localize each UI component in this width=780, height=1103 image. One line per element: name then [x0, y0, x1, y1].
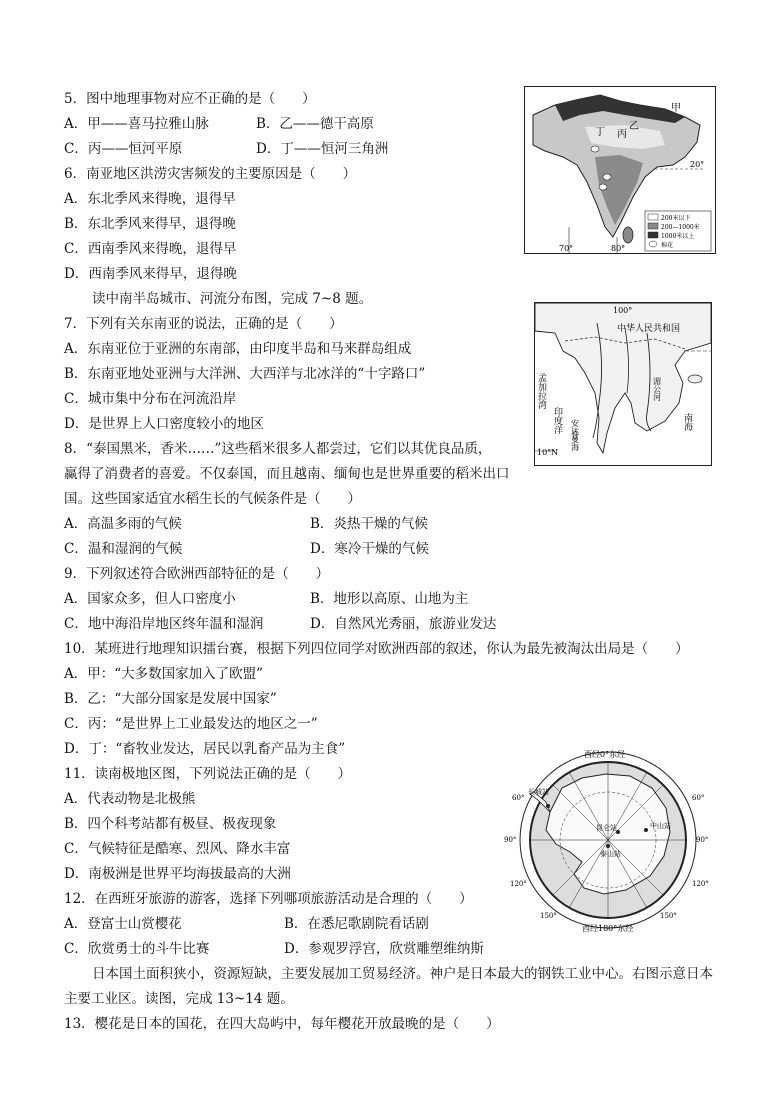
q9-option-d: D．自然风光秀丽，旅游业发达 [310, 616, 497, 632]
label-top-meridian: 西经0°东经 [584, 750, 626, 759]
q5-option-a: A．甲——喜马拉雅山脉 [64, 116, 209, 132]
q10-stem: 10．某班进行地理知识擂台赛，根据下列四位同学对欧洲西部的叙述，你认为最先被淘汰出局是（ ） [64, 641, 689, 657]
q7-option-c: C．城市集中分布在河流沿岸 [64, 391, 237, 407]
q6-option-c: C．西南季风来得晚，退得早 [64, 241, 237, 257]
q12-option-c: C．欣赏勇士的斗牛比赛 [64, 941, 210, 957]
legend-4: 棉花 [661, 242, 674, 249]
station-changcheng: 长城站 [528, 788, 549, 796]
tick-w150: 150° [540, 912, 557, 920]
q8-option-a: A．高温多雨的气候 [64, 516, 182, 532]
tick-e120: 120° [692, 880, 709, 888]
q5-option-c: C．丙——恒河平原 [64, 141, 183, 157]
q9-option-c: C．地中海沿岸地区终年温和湿润 [64, 616, 264, 632]
q8-stem-line2: 赢得了消费者的喜爱。不仅泰国，而且越南、缅甸也是世界重要的稻米出口 [64, 466, 510, 482]
tick-lat20: 20° [690, 160, 705, 169]
q9-option-a: A．国家众多，但人口密度小 [64, 591, 236, 607]
q7-option-d: D．是世界上人口密度较小的地区 [64, 416, 264, 432]
tick-lon100: 100° [613, 306, 633, 315]
q8-option-d: D．寒冷干燥的气候 [310, 541, 429, 557]
q10-option-d: D．丁：“畜牧业发达，居民以乳畜产品为主食” [64, 741, 346, 757]
q8-option-b: B．炎热干燥的气候 [310, 516, 428, 532]
station-zhongshan: 中山站 [650, 822, 671, 830]
q7-stem: 7．下列有关东南亚的说法，正确的是（ ） [64, 316, 343, 332]
label-bing: 丙 [617, 129, 627, 140]
q11-stem: 11．读南极地区图，下列说法正确的是（ ） [64, 766, 352, 782]
intro-7-8: 读中南半岛城市、河流分布图，完成 7~8 题。 [92, 291, 373, 307]
tick-lon70: 70° [559, 244, 574, 253]
q12-stem: 12．在西班牙旅游的游客，选择下列哪项旅游活动是合理的（ ） [64, 891, 473, 907]
tick-e150: 150° [660, 912, 677, 920]
label-andaman: 安达曼海 [570, 419, 580, 451]
tick-w120: 120° [510, 880, 527, 888]
q5-option-b: B．乙——德干高原 [256, 116, 374, 132]
q8-option-c: C．温和湿润的气候 [64, 541, 183, 557]
q12-option-b: B．在悉尼歌剧院看话剧 [284, 916, 429, 932]
legend-1: 200米以下 [661, 215, 691, 222]
label-bay: 孟加拉湾 [536, 373, 546, 409]
tick-e60: 60° [692, 794, 705, 802]
q5-option-d: D．丁——恒河三角洲 [256, 141, 389, 157]
q12-option-a: A．登富士山赏樱花 [64, 916, 182, 932]
legend-2: 200—1000米 [661, 224, 700, 231]
q10-option-c: C．丙：“是世界上工业最发达的地区之一” [64, 716, 318, 732]
south-asia-map [524, 86, 716, 254]
label-sea: 南海 [682, 413, 692, 431]
station-kunlun: 昆仑站 [596, 824, 617, 832]
q11-option-b: B．四个科考站都有极昼、极夜现象 [64, 816, 277, 832]
intro-13-14-line2: 主要工业区。读图，完成 13~14 题。 [64, 991, 294, 1007]
label-ocean: 印度洋 [552, 407, 562, 434]
label-bottom-meridian: 西经180°东经 [582, 924, 634, 933]
south-asia-legend [645, 211, 711, 251]
q10-option-b: B．乙：“大部分国家是发展中国家” [64, 691, 277, 707]
tick-lon80: 80° [611, 244, 626, 253]
antarctica-map [500, 748, 716, 934]
q11-option-a: A．代表动物是北极熊 [64, 791, 196, 807]
q9-stem: 9．下列叙述符合欧洲西部特征的是（ ） [64, 566, 330, 582]
q8-stem-line3: 国。这些国家适宜水稻生长的气候条件是（ ） [64, 491, 361, 507]
q6-option-a: A．东北季风来得晚，退得早 [64, 191, 236, 207]
q6-option-d: D．西南季风来得早，退得晚 [64, 266, 237, 282]
q9-option-b: B．地形以高原、山地为主 [310, 591, 469, 607]
label-china: 中华人民共和国 [617, 324, 681, 334]
q5-stem: 5．图中地理事物对应不正确的是（ ） [64, 91, 316, 107]
tick-e90: 90° [696, 836, 709, 844]
q7-option-b: B．东南亚地处亚洲与大洋洲、大西洋与北冰洋的“十字路口” [64, 366, 426, 382]
label-jia: 甲 [671, 103, 681, 114]
label-ding: 丁 [595, 127, 605, 138]
station-taishan: 泰山站 [600, 850, 621, 858]
tick-lat10: 10°N [537, 448, 559, 457]
q11-option-d: D．南极洲是世界平均海拔最高的大洲 [64, 866, 291, 882]
label-mekong: 湄公河 [652, 377, 662, 401]
q6-stem: 6．南亚地区洪涝灾害频发的主要原因是（ ） [64, 166, 357, 182]
tick-w90: 90° [504, 836, 517, 844]
q8-stem-line1: 8．“泰国黑米，香米……”这些稻米很多人都尝过，它们以其优良品质， [64, 441, 492, 457]
legend-3: 1000米以上 [661, 233, 695, 240]
q13-stem: 13．樱花是日本的国花，在四大岛屿中，每年樱花开放最晚的是（ ） [64, 1016, 500, 1032]
q7-option-a: A．东南亚位于亚洲的东南部，由印度半岛和马来群岛组成 [64, 341, 412, 357]
label-yi: 乙 [629, 121, 639, 132]
q10-option-a: A．甲：“大多数国家加入了欧盟” [64, 666, 264, 682]
q12-option-d: D．参观罗浮宫，欣赏雕塑维纳斯 [284, 941, 484, 957]
intro-13-14-line1: 日本国土面积狭小，资源短缺，主要发展加工贸易经济。神户是日本最大的钢铁工业中心。右图示意日本 [92, 966, 713, 982]
indochina-map [534, 302, 712, 466]
q6-option-b: B．东北季风来得早，退得晚 [64, 216, 236, 232]
tick-w60: 60° [512, 794, 525, 802]
q11-option-c: C．气候特征是酷寒、烈风、降水丰富 [64, 841, 291, 857]
